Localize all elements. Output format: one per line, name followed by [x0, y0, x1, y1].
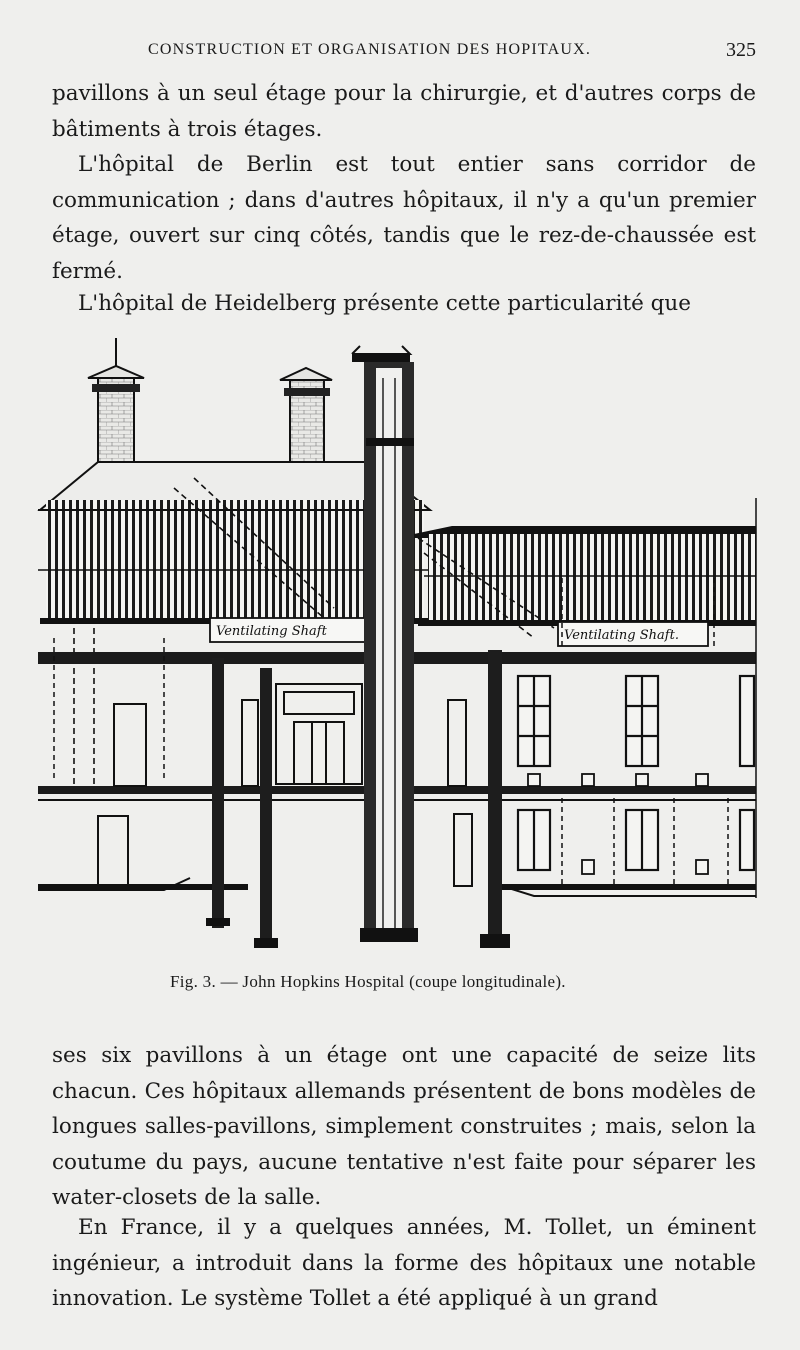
- left-chimneys: [88, 338, 332, 466]
- hospital-drawing: [34, 338, 762, 963]
- hospital-section-figure: [34, 338, 762, 963]
- ventilating-shaft-label-right: Ventilating Shaft.: [564, 628, 679, 643]
- paragraph-5: En France, il y a quelques années, M. Tollet, un éminent ingénieur, a introduit dans la forme des hôpitaux une notable innovation. Le système Tollet a été appliqué à un grand: [52, 1215, 756, 1311]
- paragraph-2: L'hôpital de Berlin est tout entier sans corridor de communication ; dans d'autres hôpitaux, il n'y a qu'un premier étage, ouvert sur cinq côtés, tandis que le rez-de-chaussée est fermé.: [52, 152, 756, 284]
- ventilating-shaft-label-left: Ventilating Shaft: [216, 624, 327, 639]
- figure-caption: Fig. 3. — John Hopkins Hospital (coupe longitudinale).: [170, 972, 566, 991]
- central-tower: [352, 346, 418, 942]
- paragraph-3: L'hôpital de Heidelberg présente cette particularité que: [78, 291, 691, 316]
- page-number: 325: [726, 38, 756, 61]
- windows: [518, 676, 754, 870]
- right-roof: [414, 526, 756, 626]
- paragraph-4: ses six pavillons à un étage ont une capacité de seize lits chacun. Ces hôpitaux allemands présentent de bons modèles de longues salles-pavillons, simplement construites ; mais, selon la coutume du pays, aucune tentative n'est faite pour séparer les water-closets de la salle.: [52, 1043, 756, 1210]
- interior-elements: [98, 684, 472, 886]
- running-title: CONSTRUCTION ET ORGANISATION DES HOPITAUX.: [148, 41, 592, 58]
- page-header: [148, 36, 756, 64]
- paragraph-1: pavillons à un seul étage pour la chirurgie, et d'autres corps de bâtiments à trois étages.: [52, 81, 756, 142]
